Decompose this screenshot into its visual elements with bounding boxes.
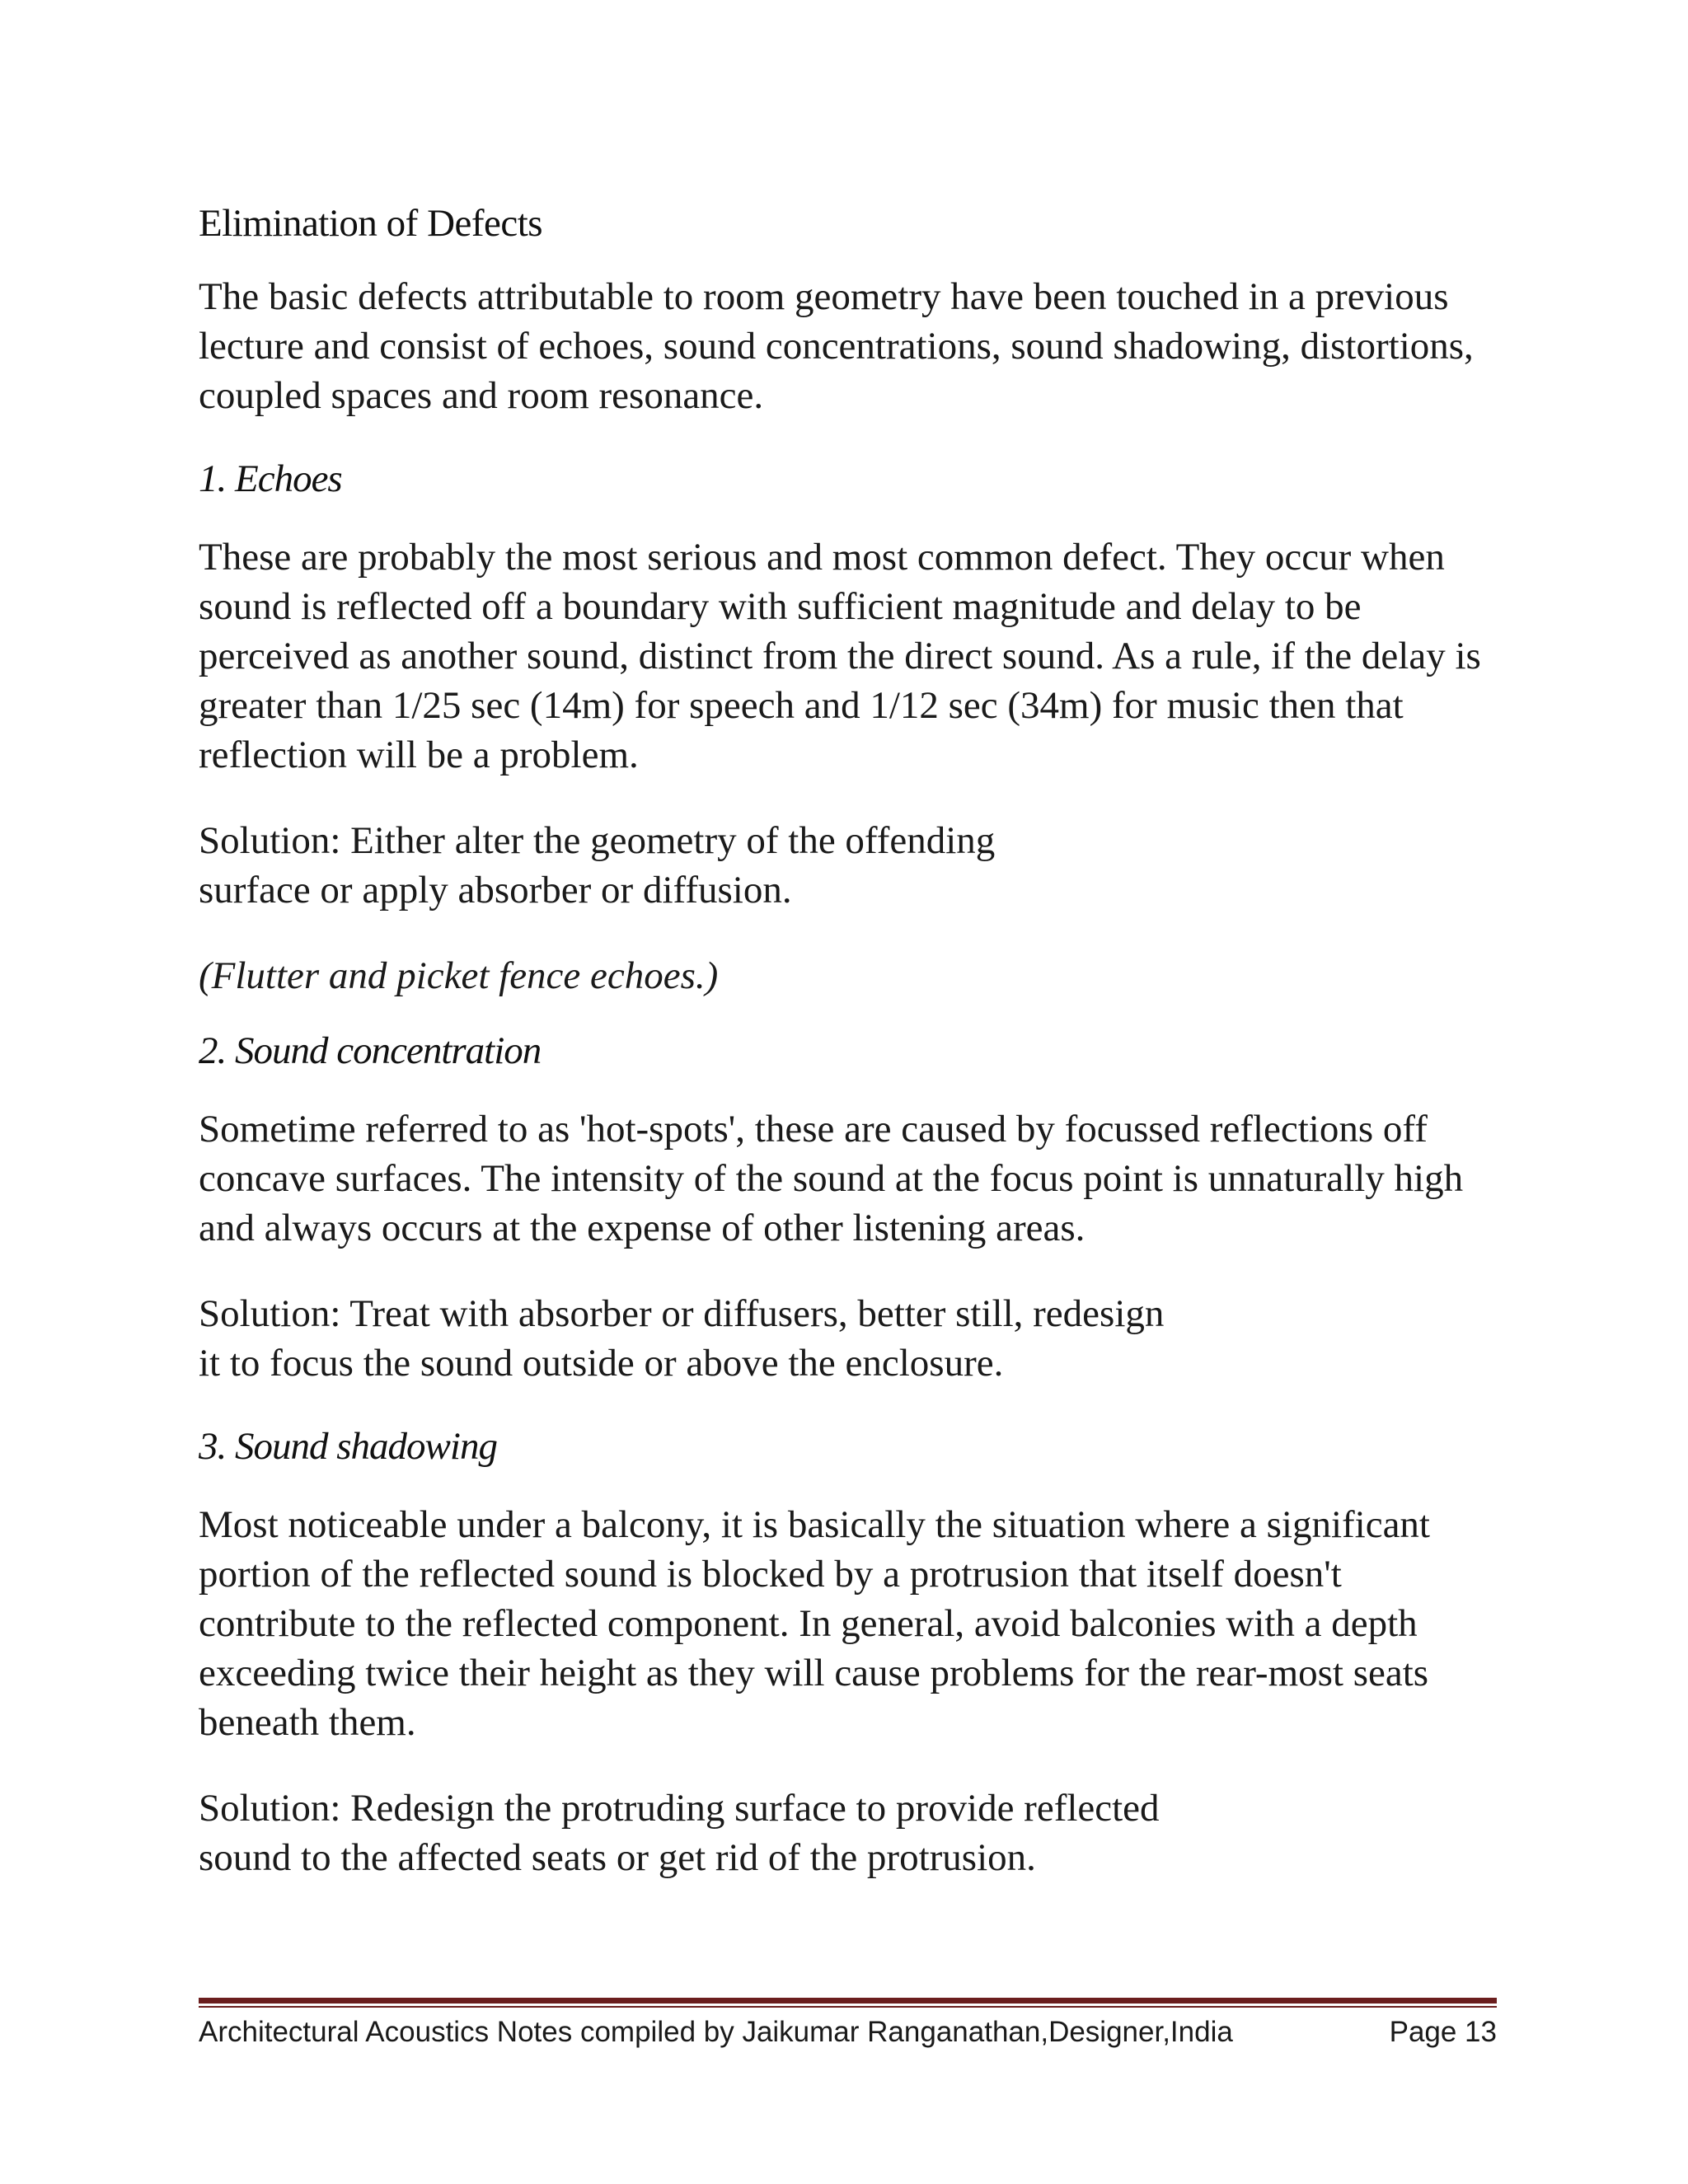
section-body-sound-concentration: Sometime referred to as 'hot-spots', these are caused by focussed reflections off concave surfaces. The intensity of the sound at the focus point is unnaturally high and always occurs at the expense of other listening areas. xyxy=(199,1108,1464,1249)
solution-line: sound to the affected seats or get rid of the protrusion. xyxy=(199,1836,1036,1879)
section-solution-echoes xyxy=(199,816,1501,915)
footer-credit: Architectural Acoustics Notes compiled by Jaikumar Ranganathan,Designer,India xyxy=(199,2016,1233,2048)
footer-row xyxy=(199,2016,1497,2049)
section-solution-sound-shadowing xyxy=(199,1783,1501,1882)
footer-rule-thin xyxy=(199,2006,1497,2008)
footer-rule-thick xyxy=(199,1998,1497,2004)
solution-line: Solution: Treat with absorber or diffusers, better still, redesign xyxy=(199,1292,1165,1335)
solution-line: it to focus the sound outside or above the enclosure. xyxy=(199,1342,1004,1385)
page-content xyxy=(199,201,1501,1882)
section-heading-echoes: 1. Echoes xyxy=(199,457,342,500)
section-solution-sound-concentration xyxy=(199,1289,1501,1388)
section-heading-sound-concentration: 2. Sound concentration xyxy=(199,1029,542,1072)
solution-line: Solution: Either alter the geometry of the offending xyxy=(199,819,996,862)
section-note-echoes: (Flutter and picket fence echoes.) xyxy=(199,954,719,997)
solution-line: surface or apply absorber or diffusion. xyxy=(199,869,792,912)
page-title: Elimination of Defects xyxy=(199,202,543,245)
intro-paragraph: The basic defects attributable to room geometry have been touched in a previous lecture and consist of echoes, sound concentrations, sound shadowing, distortions, coupled spaces and room resonance. xyxy=(199,275,1474,417)
section-heading-sound-shadowing: 3. Sound shadowing xyxy=(199,1425,497,1468)
section-body-echoes: These are probably the most serious and most common defect. They occur when sound is reflected off a boundary with sufficient magnitude and delay to be perceived as another sound, distinct from the direct sound. As a rule, if the delay is greater than 1/25 sec (14m) for speech and 1/12 sec (34m) for music then that reflection will be a problem. xyxy=(199,536,1481,776)
page-number: Page 13 xyxy=(1389,2016,1497,2048)
page-footer xyxy=(199,1998,1497,2049)
section-body-sound-shadowing: Most noticeable under a balcony, it is basically the situation where a significant portion of the reflected sound is blocked by a protrusion that itself doesn't contribute to the reflected component. In general, avoid balconies with a depth exceeding twice their height as they will cause problems for the rear-most seats beneath them. xyxy=(199,1503,1430,1744)
solution-line: Solution: Redesign the protruding surface to provide reflected xyxy=(199,1787,1160,1830)
